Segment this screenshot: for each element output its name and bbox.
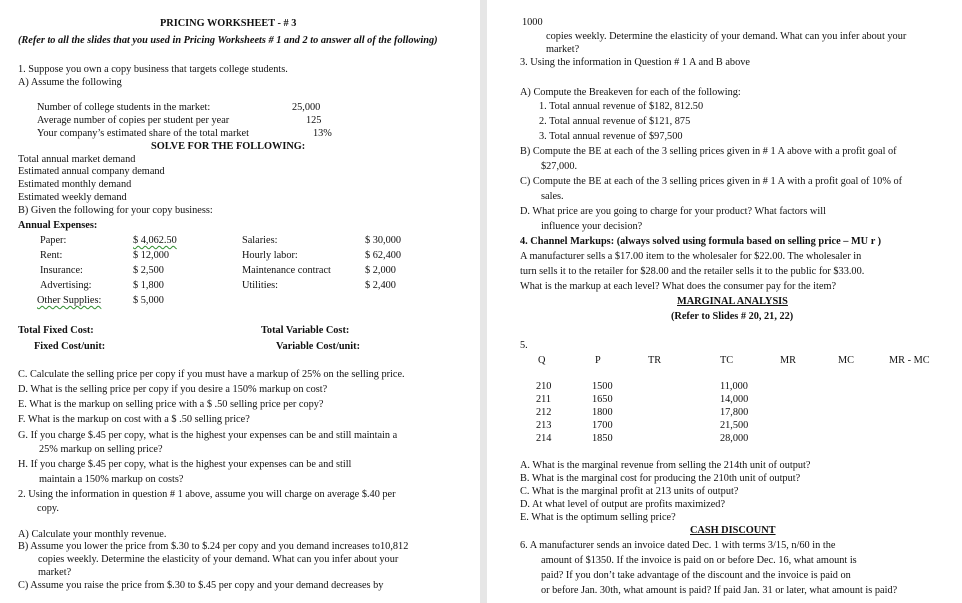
expense-value: $ 30,000 <box>365 235 402 246</box>
table-cell-tc: 28,000 <box>720 433 749 444</box>
marginal-analysis-heading: MARGINAL ANALYSIS <box>677 296 788 307</box>
question-3b: B) Compute the BE at each of the 3 selling prices given in # 1 A above with a profit goal of <box>520 146 897 157</box>
question-g-cont: 25% markup on selling price? <box>39 444 163 455</box>
expense-value: $ 1,800 <box>133 280 164 291</box>
table-header-p: P <box>595 355 601 366</box>
estimate-line: Estimated annual company demand <box>18 166 165 177</box>
question-h-cont: maintain a 150% markup on costs? <box>39 474 184 485</box>
table-cell-tc: 21,500 <box>720 420 749 431</box>
question-2b-cont: market? <box>38 567 72 578</box>
carryover-line: market? <box>546 44 580 55</box>
table-cell-q: 211 <box>536 394 552 405</box>
question-6-cont: or before Jan. 30th, what amount is paid? If paid Jan. 31 or later, what amount is paid? <box>541 585 898 596</box>
expense-value: $ 5,000 <box>133 295 164 306</box>
table-cell-tc: 11,000 <box>720 381 748 392</box>
market-row-label: Average number of copies per student per year <box>37 115 230 126</box>
question-1: 1. Suppose you own a copy business that targets college students. <box>18 64 288 75</box>
table-cell-p: 1850 <box>592 433 613 444</box>
fixed-cost-unit-label: Fixed Cost/unit: <box>34 341 106 352</box>
question-2c: C) Assume you raise the price from $.30 to $.45 per copy and your demand decreases by <box>18 580 384 591</box>
table-cell-p: 1800 <box>592 407 613 418</box>
expense-label: Other Supplies: <box>37 295 102 306</box>
total-fixed-cost-label: Total Fixed Cost: <box>18 325 94 336</box>
expense-label: Paper: <box>40 235 67 246</box>
table-header-tc: TC <box>720 355 734 366</box>
question-3d: D. What price are you going to charge for your product? What factors will <box>520 206 826 217</box>
expense-label: Hourly labor: <box>242 250 298 261</box>
cash-discount-heading: CASH DISCOUNT <box>690 525 776 536</box>
estimate-line: Estimated weekly demand <box>18 192 127 203</box>
table-cell-p: 1650 <box>592 394 613 405</box>
table-cell-q: 213 <box>536 420 552 431</box>
market-row-value: 125 <box>306 115 322 126</box>
table-header-mr: MR <box>780 355 797 366</box>
table-cell-p: 1700 <box>592 420 613 431</box>
carryover-value: 1000 <box>522 17 543 28</box>
table-header-mr-mc: MR - MC <box>889 355 930 366</box>
question-f: F. What is the markup on cost with a $ .50 selling price? <box>18 414 250 425</box>
left-page <box>0 0 480 603</box>
question-3b-cont: $27,000. <box>541 161 578 172</box>
question-5e: E. What is the optimum selling price? <box>520 512 676 523</box>
expense-label: Maintenance contract <box>242 265 331 276</box>
table-cell-q: 212 <box>536 407 552 418</box>
expense-value: $ 2,400 <box>365 280 396 291</box>
question-g: G. If you charge $.45 per copy, what is the highest your expenses can be and still maintain a <box>18 430 398 441</box>
question-5c: C. What is the marginal profit at 213 units of output? <box>520 486 739 497</box>
table-cell-q: 214 <box>536 433 552 444</box>
table-header-mc: MC <box>838 355 855 366</box>
table-cell-q: 210 <box>536 381 552 392</box>
question-3c: C) Compute the BE at each of the 3 selling prices given in # 1 A with a profit goal of 10% of <box>520 176 903 187</box>
expense-label: Insurance: <box>40 265 83 276</box>
expense-value: $ 4,062.50 <box>133 235 177 246</box>
market-row-label: Number of college students in the market: <box>37 102 211 113</box>
expense-value: $ 12,000 <box>133 250 170 261</box>
question-4-line: A manufacturer sells a $17.00 item to the wholesaler for $22.00. The wholesaler in <box>520 251 862 262</box>
question-4-line: What is the markup at each level? What does the consumer pay for the item? <box>520 281 837 292</box>
expense-value: $ 62,400 <box>365 250 402 261</box>
intro-instructions: (Refer to all the slides that you used in Pricing Worksheets # 1 and 2 to answer all of the following) <box>18 35 438 46</box>
question-d: D. What is the selling price per copy if you desire a 150% markup on cost? <box>18 384 328 395</box>
estimate-line: Total annual market demand <box>18 154 136 165</box>
question-6-cont: paid? If you don’t take advantage of the discount and the invoice is paid on <box>541 570 851 581</box>
annual-expenses-heading: Annual Expenses: <box>18 220 98 231</box>
market-row-value: 13% <box>313 128 332 139</box>
question-c: C. Calculate the selling price per copy if you must have a markup of 25% on the selling price. <box>18 369 405 380</box>
question-5a: A. What is the marginal revenue from selling the 214th unit of output? <box>520 460 811 471</box>
table-cell-p: 1500 <box>592 381 613 392</box>
question-6-cont: amount of $1350. If the invoice is paid on or before Dec. 16, what amount is <box>541 555 857 566</box>
table-header-tr: TR <box>648 355 662 366</box>
market-row-label: Your company’s estimated share of the total market <box>37 128 249 139</box>
question-2b-cont: copies weekly. Determine the elasticity of your demand. What can you infer about your <box>38 554 399 565</box>
question-4-line: turn sells it to the retailer for $28.00 and the retailer sells it to the public for $33.00. <box>520 266 865 277</box>
question-2a: A) Calculate your monthly revenue. <box>18 529 167 540</box>
question-2b: B) Assume you lower the price from $.30 to $.24 per copy and you demand increases to10,812 <box>18 541 409 552</box>
question-3a: A) Compute the Breakeven for each of the following: <box>520 87 741 98</box>
question-3: 3. Using the information in Question # 1 A and B above <box>520 57 750 68</box>
expense-value: $ 2,000 <box>365 265 396 276</box>
question-4-title: 4. Channel Markups: (always solved using formula based on selling price – MU r ) <box>520 236 882 247</box>
expense-label: Utilities: <box>242 280 279 291</box>
revenue-item: 2. Total annual revenue of $121, 875 <box>539 116 691 127</box>
expense-label: Salaries: <box>242 235 278 246</box>
total-variable-cost-label: Total Variable Cost: <box>261 325 350 336</box>
estimate-line: Estimated monthly demand <box>18 179 132 190</box>
question-6: 6. A manufacturer sends an invoice dated Dec. 1 with terms 3/15, n/60 in the <box>520 540 836 551</box>
question-1b: B) Given the following for your copy business: <box>18 205 213 216</box>
expense-label: Advertising: <box>40 280 92 291</box>
variable-cost-unit-label: Variable Cost/unit: <box>276 341 361 352</box>
right-page <box>487 0 962 603</box>
market-row-value: 25,000 <box>292 102 321 113</box>
question-1a: A) Assume the following <box>18 77 122 88</box>
carryover-line: copies weekly. Determine the elasticity of your demand. What can you infer about your <box>546 31 907 42</box>
question-5d: D. At what level of output are profits maximized? <box>520 499 726 510</box>
expense-label: Rent: <box>40 250 63 261</box>
question-5-label: 5. <box>520 340 528 351</box>
worksheet-title: PRICING WORKSHEET - # 3 <box>160 18 297 29</box>
table-header-q: Q <box>538 355 546 366</box>
question-2: 2. Using the information in question # 1 above, assume you will charge on average $.40 per <box>18 489 396 500</box>
question-5b: B. What is the marginal cost for producing the 210th unit of output? <box>520 473 801 484</box>
question-h: H. If you charge $.45 per copy, what is the highest your expenses can be and still <box>18 459 352 470</box>
question-3c-cont: sales. <box>541 191 564 202</box>
revenue-item: 3. Total annual revenue of $97,500 <box>539 131 683 142</box>
question-e: E. What is the markup on selling price with a $ .50 selling price per copy? <box>18 399 324 410</box>
marginal-analysis-reference: (Refer to Slides # 20, 21, 22) <box>671 311 794 322</box>
question-3d-cont: influence your decision? <box>541 221 643 232</box>
solve-heading: SOLVE FOR THE FOLLOWING: <box>151 141 306 152</box>
revenue-item: 1. Total annual revenue of $182, 812.50 <box>539 101 704 112</box>
table-cell-tc: 14,000 <box>720 394 749 405</box>
expense-value: $ 2,500 <box>133 265 164 276</box>
table-cell-tc: 17,800 <box>720 407 749 418</box>
question-2-cont: copy. <box>37 503 59 514</box>
